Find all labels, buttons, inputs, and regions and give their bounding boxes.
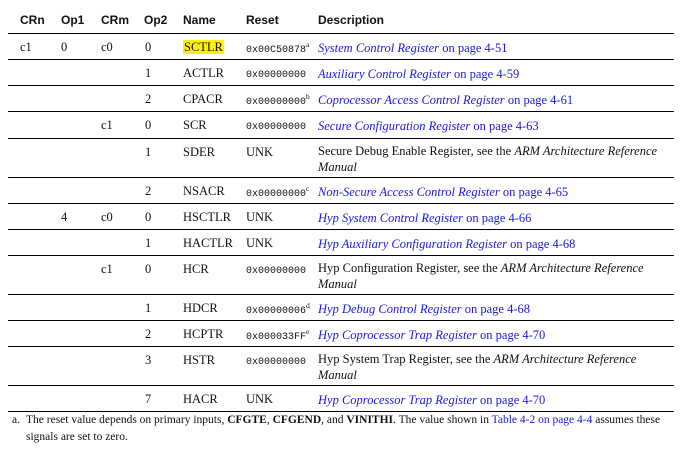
crm-cell: c0 [101,210,113,224]
reset-value [246,92,310,108]
footnote [12,412,666,446]
op2-cell: 1 [145,145,152,159]
col-crm-header: CRm [101,13,130,27]
reset-value-text: 0x00000000 [246,189,307,201]
description-page-ref[interactable]: on page 4-70 [476,328,546,342]
crm-cell: c1 [101,118,113,132]
description-link-title[interactable]: Hyp Coprocessor Trap Register [318,328,477,342]
crn-cell: c1 [20,40,32,54]
register-name-text: HDCR [183,301,218,315]
reset-value-text: 0x00000006 [246,306,307,318]
reset-value [246,210,273,225]
reset-value [246,184,309,200]
description-page-ref[interactable]: on page 4-63 [470,119,539,133]
reset-value [246,118,306,133]
description-page-ref[interactable]: on page 4-61 [504,93,574,107]
col-name-header: Name [183,13,216,27]
description[interactable] [318,118,668,134]
footnote-signal: CFGTE [227,414,267,426]
description-page-ref[interactable]: on page 4-70 [476,393,546,407]
register-name [183,118,207,133]
description-page-ref[interactable]: on page 4-68 [461,302,531,316]
reset-footnote-marker[interactable]: a [306,40,310,49]
table-row [8,59,674,86]
reset-value [246,40,309,56]
reset-value [246,66,306,81]
register-name-text: SCTLR [184,40,223,54]
op2-cell: 0 [145,210,152,224]
register-name-text: HCPTR [183,327,224,341]
register-name [183,66,224,81]
reset-value-text: UNK [246,210,274,224]
footnote-sep: , and [321,414,347,426]
reset-value [246,262,306,277]
description[interactable] [318,392,668,408]
description[interactable] [318,327,668,343]
reset-value-text: UNK [246,392,274,406]
col-crn-header: CRn [20,13,45,27]
description-link-title[interactable]: Auxiliary Control Register [318,67,451,81]
description-link-title[interactable]: System Control Register [318,41,440,55]
description-page-ref[interactable]: on page 4-68 [507,237,576,251]
footnote-text: The reset value depends on primary inputs, [26,414,228,426]
op2-cell: 7 [145,392,152,406]
table-row [8,33,674,60]
footnote-text: signals are set to zero. [26,431,128,443]
op2-cell: 1 [145,301,152,315]
table-row [8,138,674,178]
description-text: Secure Debug Enable Register, see the [318,144,515,158]
description[interactable] [318,40,668,56]
op2-cell: 1 [145,66,152,80]
reset-value [246,236,273,251]
register-name-text: NSACR [183,184,225,198]
table-row [8,385,674,412]
op1-cell: 4 [61,210,68,224]
footnote-signal: CFGEND [272,414,322,426]
register-name [183,40,224,55]
col-description-header: Description [318,13,385,27]
op2-cell: 3 [145,353,152,367]
crm-cell: c1 [101,262,113,276]
footnote-sep: , [266,414,273,426]
description-page-ref[interactable]: on page 4-65 [499,185,569,199]
col-reset-header: Reset [246,13,279,27]
description-manual-title: ARM Architecture Reference [493,352,637,366]
op2-cell: 2 [145,184,152,198]
description-manual-title: Manual [318,368,357,382]
description-page-ref[interactable]: on page 4-59 [450,67,520,81]
table-row [8,229,674,256]
description-text: Hyp Configuration Register, see the [318,261,501,275]
reset-footnote-marker[interactable]: c [306,184,310,193]
description-manual-title: ARM Architecture Reference [514,144,658,158]
reset-footnote-marker[interactable]: e [306,327,310,336]
reset-value-text: 0x00000000 [246,266,307,277]
description-link-title[interactable]: Hyp Coprocessor Trap Register [318,393,477,407]
op2-cell: 0 [145,40,152,54]
reset-value [246,327,309,343]
table-row [8,320,674,347]
reset-value-text: 0x000033FF [246,332,307,344]
register-name [183,236,233,251]
reset-value [246,353,306,368]
register-name-text: HSTR [183,353,215,367]
description-link-title[interactable]: Coprocessor Access Control Register [318,93,505,107]
table-row [8,346,674,386]
table-row [8,203,674,230]
op2-cell: 0 [145,262,152,276]
crm-cell: c0 [101,40,113,54]
register-name-text: ACTLR [183,66,224,80]
footnote-text: assumes these [592,414,661,426]
description-manual-title: Manual [318,160,357,174]
reset-footnote-marker[interactable]: b [306,92,310,101]
description-link-title[interactable]: Hyp Auxiliary Configuration Register [318,237,507,251]
op2-cell: 0 [145,118,152,132]
op2-cell: 1 [145,236,152,250]
footnote-signal: VINITHI [346,414,394,426]
description-manual-title: ARM Architecture Reference [500,261,644,275]
description-link-title[interactable]: Hyp System Control Register [318,211,464,225]
reset-value-text: 0x00000000 [246,357,307,368]
register-name-text: HACR [183,392,218,406]
reset-value-text: 0x00C50878 [246,45,307,57]
table-row [8,111,674,139]
description-link-title[interactable]: Non-Secure Access Control Register [318,185,500,199]
register-name-text: HACTLR [183,236,233,250]
description [318,143,668,175]
footnote-label: a. [12,414,20,426]
register-name-text: HCR [183,262,209,276]
description-page-ref[interactable]: on page 4-66 [463,211,532,225]
description[interactable] [318,66,668,82]
col-op1-header: Op1 [61,13,85,27]
reset-value-text: 0x00000000 [246,97,307,109]
reset-value [246,392,273,407]
reset-value-text: 0x00000000 [246,122,307,133]
op2-cell: 2 [145,327,152,341]
register-name [183,327,223,342]
description-link-title[interactable]: Secure Configuration Register [318,119,471,133]
description [318,351,668,383]
reset-footnote-marker[interactable]: d [306,301,310,310]
footnote-text: . The value shown in [393,414,492,426]
register-name [183,184,225,199]
description-manual-title: Manual [318,277,357,291]
register-name [183,92,223,107]
op1-cell: 0 [61,40,68,54]
register-name [183,392,218,407]
description-text: Hyp System Trap Register, see the [318,352,494,366]
description-page-ref[interactable]: on page 4-51 [439,41,508,55]
register-name-text: SDER [183,145,215,159]
table-row [8,255,674,295]
reset-value-text: 0x00000000 [246,70,307,81]
register-name-text: SCR [183,118,207,132]
col-op2-header: Op2 [144,13,168,27]
register-name-text: HSCTLR [183,210,231,224]
description[interactable] [318,210,668,226]
reset-value [246,145,273,160]
reset-value-text: UNK [246,236,274,250]
description [318,260,668,292]
footnote-table-link[interactable]: Table 4-2 on page 4-4 [491,414,593,426]
description[interactable] [318,92,668,108]
description-link-title[interactable]: Hyp Debug Control Register [318,302,462,316]
table-row [8,85,674,112]
register-name [183,262,209,277]
register-name [183,145,215,160]
register-name [183,210,231,225]
reset-value-text: UNK [246,145,274,159]
register-name [183,301,218,316]
table-row [8,294,674,321]
table-row [8,177,674,204]
description[interactable] [318,236,668,252]
table-header [0,0,676,32]
register-name-text: CPACR [183,92,223,106]
op2-cell: 2 [145,92,152,106]
register-name [183,353,215,368]
reset-value [246,301,310,317]
description[interactable] [318,301,668,317]
description[interactable] [318,184,668,200]
